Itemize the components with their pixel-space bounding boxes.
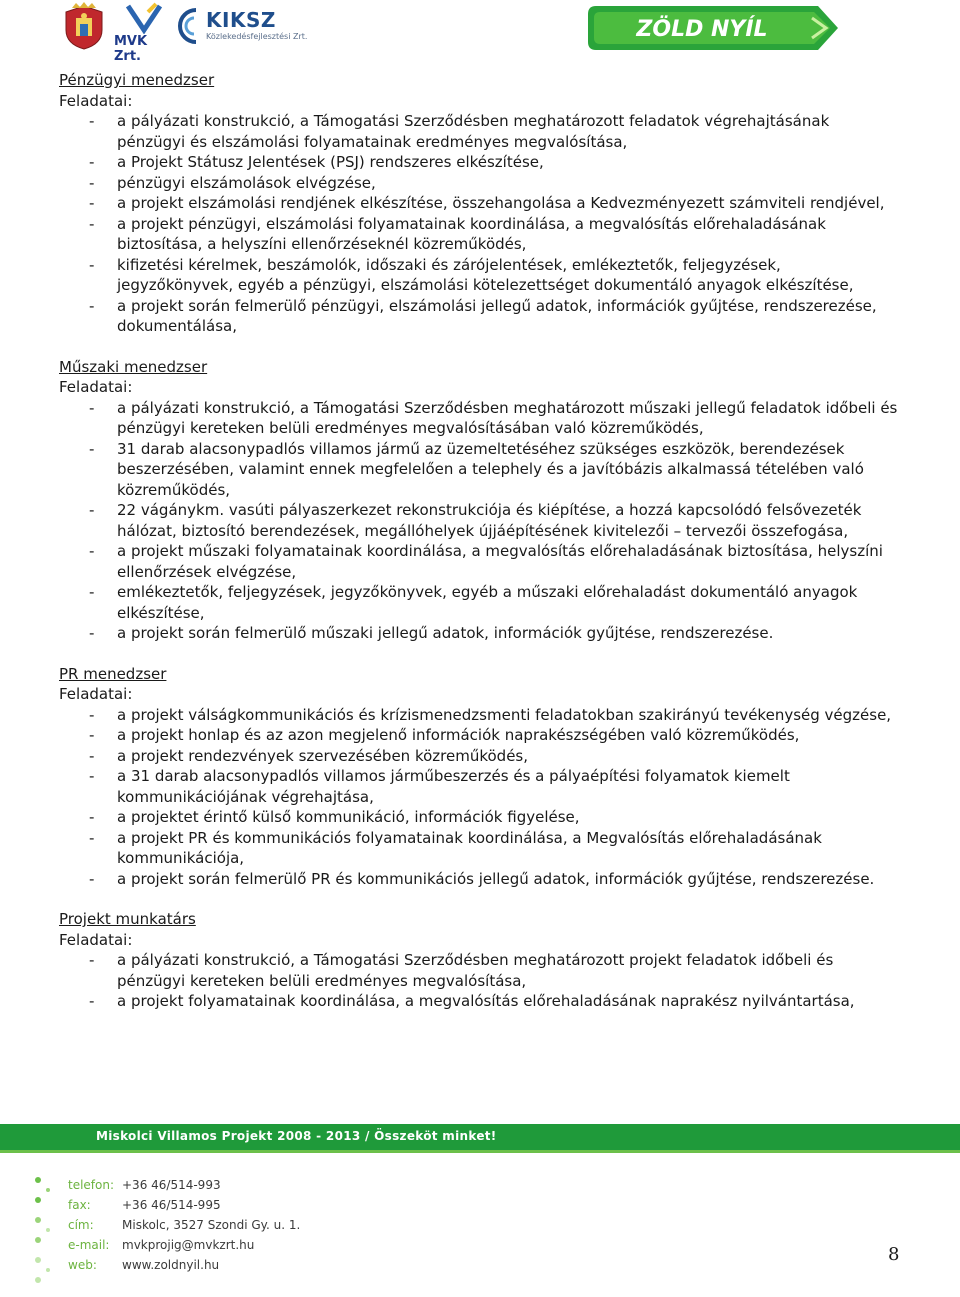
list-item: - a projekt elszámolási rendjének elkészítése, összehangolása a Kedvezményezett számviteli rendjével, [59,193,899,214]
contact-info [68,1178,368,1278]
kiksz-emblem-icon [176,8,204,44]
contact-label: fax: [68,1198,91,1212]
contact-label: web: [68,1258,97,1272]
mvk-logo-text: MVK Zrt. [114,34,148,64]
footer-divider [0,1150,960,1153]
contact-label: telefon: [68,1178,115,1192]
task-list [59,398,899,644]
list-item: - a projekt folyamatainak koordinálása, a megvalósítás előrehaladásának naprakész nyilvántartása, [59,991,899,1012]
zold-nyil-logo-text: ZÖLD NYÍL [636,17,768,42]
decorative-dots-icon [32,1166,62,1296]
contact-value: +36 46/514-993 [122,1178,221,1192]
contact-row-phone [68,1178,368,1198]
contact-row-web [68,1258,368,1278]
section-subtitle: Feladatai: [59,930,133,949]
contact-row-address [68,1218,368,1238]
list-item: - a projekt rendezvények szervezésében közreműködés, [59,746,899,767]
footer-banner [0,1124,960,1150]
section-projekt-munkatars [59,909,899,1012]
mvk-logo [114,2,174,64]
section-title: Pénzügyi menedzser [59,71,215,89]
list-item: - a projekt során felmerülő PR és kommunikációs jellegű adatok, információk gyűjtése, rendszerezése. [59,869,899,890]
list-item: - a projekt pénzügyi, elszámolási folyamatainak koordinálása, a megvalósítás előrehaladásának biztosítása, a helyszíni ellenőrzéseknél közreműködés, [59,214,899,255]
section-penzugyi-menedzser [59,70,899,337]
miskolc-coat-of-arms-logo [62,2,106,50]
list-item: - a pályázati konstrukció, a Támogatási Szerződésben meghatározott projekt feladatok időbeli és pénzügyi kereteken belüli eredményes megvalósítása, [59,950,899,991]
contact-label: cím: [68,1218,94,1232]
list-item: - kifizetési kérelmek, beszámolók, időszaki és zárójelentések, emlékeztetők, feljegyzések, jegyzőkönyvek, egyéb a pénzügyi, elszámolási kötelezettséget dokumentáló anyagok elkészítése, [59,255,899,296]
list-item: - a projekt során felmerülő pénzügyi, elszámolási jellegű adatok, információk gyűjtése, rendszerezése, dokumentálása, [59,296,899,337]
task-list [59,950,899,1012]
section-pr-menedzser [59,664,899,890]
contact-row-fax [68,1198,368,1218]
list-item: - 31 darab alacsonypadlós villamos jármű az üzemeltetéséhez szükséges eszközök, berendezések beszerzésében, valamint ennek megfelelően a telephely és a javítóbázis alkalmassá tételében való közreműködés, [59,439,899,501]
kiksz-logo-name: KIKSZ [206,8,276,32]
zold-nyil-logo [582,0,842,56]
list-item: - a projekt során felmerülő műszaki jellegű adatok, információk gyűjtése, rendszerezése. [59,623,899,644]
contact-value: +36 46/514-995 [122,1198,221,1212]
list-item: - a 31 darab alacsonypadlós villamos járműbeszerzés és a pályaépítési folyamatok kiemelt kommunikációjának végrehajtása, [59,766,899,807]
task-list [59,705,899,890]
section-subtitle: Feladatai: [59,91,133,110]
list-item: - emlékeztetők, feljegyzések, jegyzőkönyvek, egyéb a műszaki előrehaladást dokumentáló anyagok elkészítése, [59,582,899,623]
list-item: - pénzügyi elszámolások elvégzése, [59,173,899,194]
contact-value: mvkprojig@mvkzrt.hu [122,1238,255,1252]
list-item: - a Projekt Státusz Jelentések (PSJ) rendszeres elkészítése, [59,152,899,173]
page-header [0,0,960,64]
kiksz-logo-subtitle: Közlekedésfejlesztési Zrt. [206,32,308,41]
footer-banner-text: Miskolci Villamos Projekt 2008 - 2013 / Összeköt minket! [96,1129,497,1143]
section-muszaki-menedzser [59,357,899,644]
document-body [59,70,899,1032]
kiksz-logo [176,6,308,46]
list-item: - a pályázati konstrukció, a Támogatási Szerződésben meghatározott műszaki jellegű feladatok időbeli és pénzügyi kereteken belüli eredményes megvalósításában való közreműködés, [59,398,899,439]
list-item: - a projekt válságkommunikációs és krízismenedzsmenti feladatokban szakirányú tevékenység végzése, [59,705,899,726]
list-item: - a projekt műszaki folyamatainak koordinálása, a megvalósítás előrehaladásának biztosítása, helyszíni ellenőrzések elvégzése, [59,541,899,582]
section-title: Projekt munkatárs [59,910,196,928]
list-item: - a projekt honlap és az azon megjelenő információk naprakészségében való közreműködés, [59,725,899,746]
section-subtitle: Feladatai: [59,378,133,396]
section-title: Műszaki menedzser [59,357,208,376]
section-title: PR menedzser [59,664,167,683]
list-item: - a projektet érintő külső kommunikáció, információk figyelése, [59,807,899,828]
section-subtitle: Feladatai: [59,685,133,703]
page-number: 8 [888,1244,900,1265]
list-item: - a pályázati konstrukció, a Támogatási Szerződésben meghatározott feladatok végrehajtásának pénzügyi és elszámolási folyamatainak eredményes megvalósítása, [59,111,899,152]
list-item: - a projekt PR és kommunikációs folyamatainak koordinálása, a Megvalósítás előrehaladásának kommunikációja, [59,828,899,869]
contact-value: Miskolc, 3527 Szondi Gy. u. 1. [122,1218,301,1232]
mvk-swoosh-icon [114,2,174,34]
contact-row-email [68,1238,368,1258]
contact-label: e-mail: [68,1238,110,1252]
contact-value: www.zoldnyil.hu [122,1258,220,1272]
list-item: - 22 vágánykm. vasúti pályaszerkezet rekonstrukciója és kiépítése, a hozzá kapcsolódó felsővezeték hálózat, biztosító berendezések, megállóhelyek újjáépítésének kivitelezői – tervezői összefogása, [59,500,899,541]
task-list [59,111,899,337]
